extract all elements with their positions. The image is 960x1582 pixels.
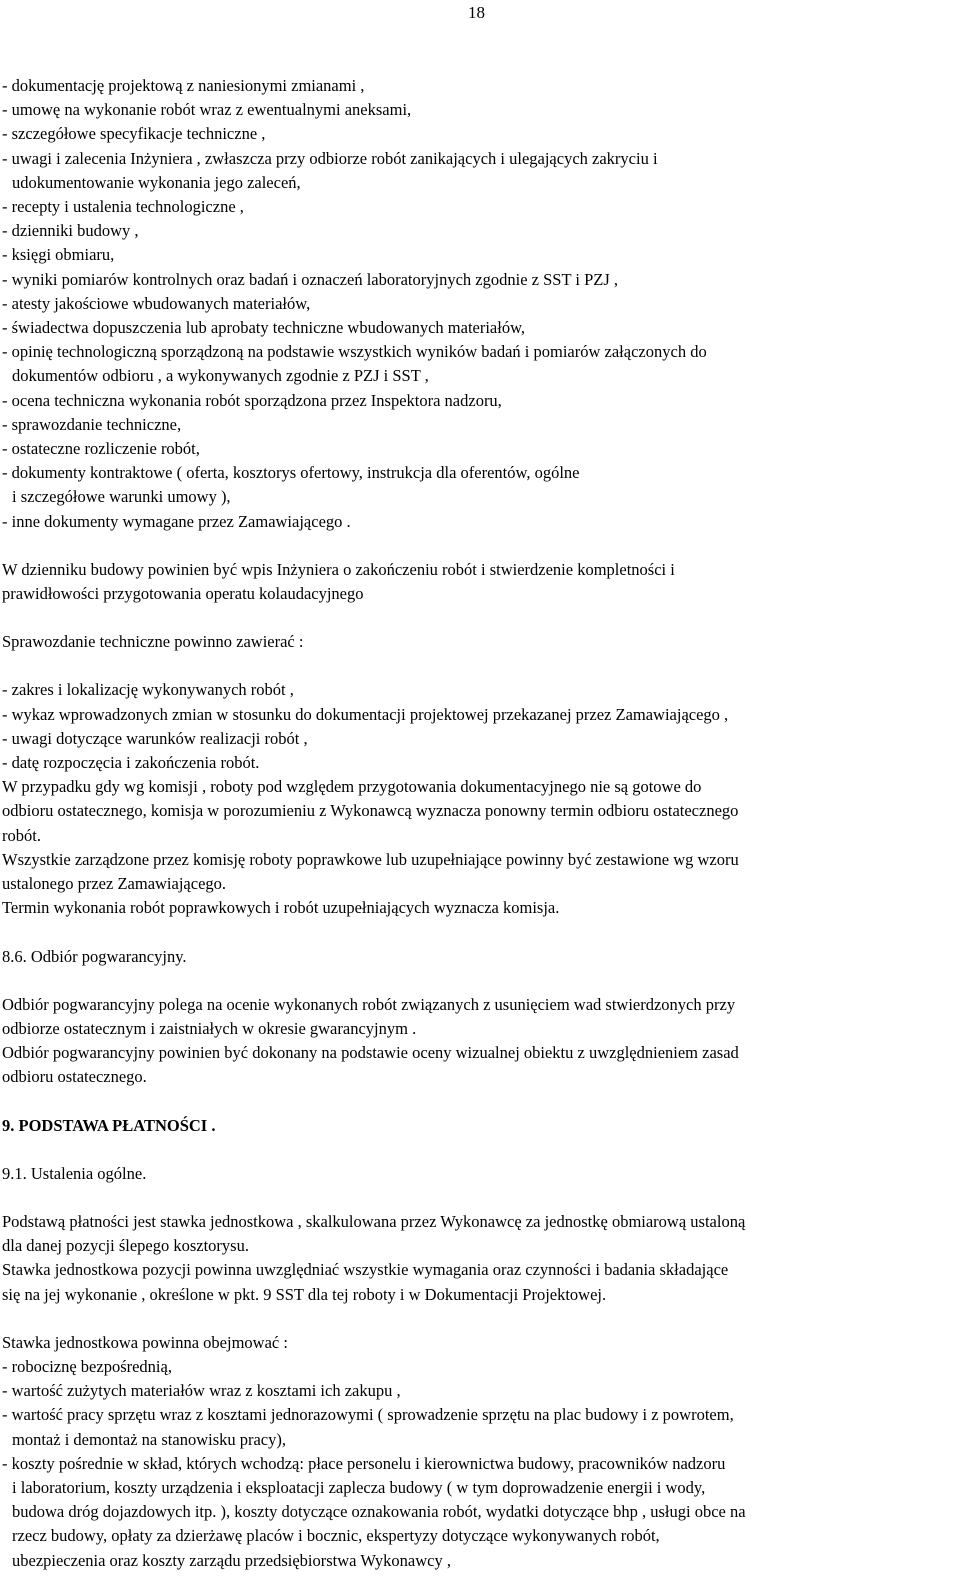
paragraph-line: W przypadku gdy wg komisji , roboty pod względem przygotowania dokumentacyjnego nie są gotowe do xyxy=(2,777,702,797)
list-item: - wykaz wprowadzonych zmian w stosunku do dokumentacji projektowej przekazanej przez Zamawiającego , xyxy=(2,704,729,724)
paragraph-line: Podstawą płatności jest stawka jednostkowa , skalkulowana przez Wykonawcę za jednostkę obmiarową ustaloną xyxy=(2,1211,746,1231)
list-item: - recepty i ustalenia technologiczne , xyxy=(2,197,244,217)
list-item: - księgi obmiaru, xyxy=(2,245,115,265)
page-number: 18 xyxy=(468,3,485,22)
section-heading-9: 9. PODSTAWA PŁATNOŚCI . xyxy=(2,1115,216,1135)
section-heading-8-6: 8.6. Odbiór pogwarancyjny. xyxy=(2,946,187,966)
list-item: - ocena techniczna wykonania robót sporządzona przez Inspektora nadzoru, xyxy=(2,390,502,410)
list-item: - inne dokumenty wymagane przez Zamawiającego . xyxy=(2,511,351,531)
list-item: - dzienniki budowy , xyxy=(2,221,139,241)
report-intro: Sprawozdanie techniczne powinno zawierać : xyxy=(2,632,304,652)
list-item: - atesty jakościowe wbudowanych materiałów, xyxy=(2,293,311,313)
payment-basis-paragraph xyxy=(2,1210,952,1307)
commission-paragraph xyxy=(2,775,952,920)
list-item: - uwagi dotyczące warunków realizacji robót , xyxy=(2,728,308,748)
list-item: - świadectwa dopuszczenia lub aprobaty techniczne wbudowanych materiałów, xyxy=(2,318,526,338)
rate-intro: Stawka jednostkowa powinna obejmować : xyxy=(2,1332,288,1352)
list-item-continuation: i laboratorium, koszty urządzenia i eksploatacji zaplecza budowy ( w tym doprowadzenie energii i wody, xyxy=(12,1477,706,1497)
list-item: - ostateczne rozliczenie robót, xyxy=(2,439,200,459)
paragraph-line: W dzienniku budowy powinien być wpis Inżyniera o zakończeniu robót i stwierdzenie kompletności i xyxy=(2,559,675,579)
report-contents-list xyxy=(2,678,952,775)
paragraph-line: Stawka jednostkowa pozycji powinna uwzględniać wszystkie wymagania oraz czynności i badania składające xyxy=(2,1260,729,1280)
list-item-continuation: ubezpieczenia oraz koszty zarządu przedsiębiorstwa Wykonawcy , xyxy=(12,1550,451,1570)
paragraph-line: robót. xyxy=(2,825,41,845)
document-body xyxy=(2,74,952,1573)
list-item-continuation: budowa dróg dojazdowych itp. ), koszty dotyczące oznakowania robót, wydatki dotyczące bhp , usługi obce na xyxy=(12,1502,746,1522)
paragraph-line: odbioru ostatecznego. xyxy=(2,1067,147,1087)
list-item: - wyniki pomiarów kontrolnych oraz badań i oznaczeń laboratoryjnych zgodnie z SST i PZJ , xyxy=(2,269,618,289)
paragraph-line: Termin wykonania robót poprawkowych i robót uzupełniających wyznacza komisja. xyxy=(2,898,560,918)
post-warranty-paragraph xyxy=(2,993,952,1090)
section-heading-9-1: 9.1. Ustalenia ogólne. xyxy=(2,1163,147,1183)
logbook-paragraph xyxy=(2,558,952,606)
list-item: - datę rozpoczęcia i zakończenia robót. xyxy=(2,753,260,773)
list-item: - zakres i lokalizację wykonywanych robót , xyxy=(2,680,294,700)
paragraph-line: prawidłowości przygotowania operatu kolaudacyjnego xyxy=(2,584,364,604)
list-item: - sprawozdanie techniczne, xyxy=(2,414,182,434)
paragraph-line: Odbiór pogwarancyjny polega na ocenie wykonanych robót związanych z usunięciem wad stwierdzonych przy xyxy=(2,994,736,1014)
list-item: - opinię technologiczną sporządzoną na podstawie wszystkich wyników badań i pomiarów załączonych do xyxy=(2,342,707,362)
list-item: - uwagi i zalecenia Inżyniera , zwłaszcza przy odbiorze robót zanikających i ulegających zakryciu i xyxy=(2,148,658,168)
list-item-continuation: rzecz budowy, opłaty za dzierżawę placów i bocznic, ekspertyzy dotyczące wykonywanych robót, xyxy=(12,1526,660,1546)
list-item: - dokumenty kontraktowe ( oferta, kosztorys ofertowy, instrukcja dla oferentów, ogólne xyxy=(2,463,580,483)
list-item: - szczegółowe specyfikacje techniczne , xyxy=(2,124,266,144)
paragraph-line: Wszystkie zarządzone przez komisję roboty poprawkowe lub uzupełniające powinny być zestawione wg wzoru xyxy=(2,849,739,869)
paragraph-line: się na jej wykonanie , określone w pkt. 9 SST dla tej roboty i w Dokumentacji Projektowej. xyxy=(2,1284,607,1304)
paragraph-line: dla danej pozycji ślepego kosztorysu. xyxy=(2,1236,249,1256)
list-item: - wartość zużytych materiałów wraz z kosztami ich zakupu , xyxy=(2,1381,401,1401)
documents-list xyxy=(2,74,952,534)
list-item: - umowę na wykonanie robót wraz z ewentualnymi aneksami, xyxy=(2,100,412,120)
rate-components-list xyxy=(2,1355,952,1573)
list-item-continuation: udokumentowanie wykonania jego zaleceń, xyxy=(12,172,301,192)
list-item-continuation: dokumentów odbioru , a wykonywanych zgodnie z PZJ i SST , xyxy=(12,366,429,386)
list-item: - koszty pośrednie w skład, których wchodzą: płace personelu i kierownictwa budowy, pracowników nadzoru xyxy=(2,1453,726,1473)
paragraph-line: odbiorze ostatecznym i zaistniałych w okresie gwarancyjnym . xyxy=(2,1018,417,1038)
paragraph-line: odbioru ostatecznego, komisja w porozumieniu z Wykonawcą wyznacza ponowny termin odbioru ostatecznego xyxy=(2,801,739,821)
paragraph-line: Odbiór pogwarancyjny powinien być dokonany na podstawie oceny wizualnej obiektu z uwzględnieniem zasad xyxy=(2,1043,739,1063)
list-item: - wartość pracy sprzętu wraz z kosztami jednorazowymi ( sprowadzenie sprzętu na plac budowy i z powrotem, xyxy=(2,1405,734,1425)
list-item-continuation: montaż i demontaż na stanowisku pracy), xyxy=(12,1429,286,1449)
paragraph-line: ustalonego przez Zamawiającego. xyxy=(2,874,227,894)
list-item: - dokumentację projektową z naniesionymi zmianami , xyxy=(2,76,365,95)
list-item: - robociznę bezpośrednią, xyxy=(2,1356,172,1376)
list-item-continuation: i szczegółowe warunki umowy ), xyxy=(12,487,231,507)
